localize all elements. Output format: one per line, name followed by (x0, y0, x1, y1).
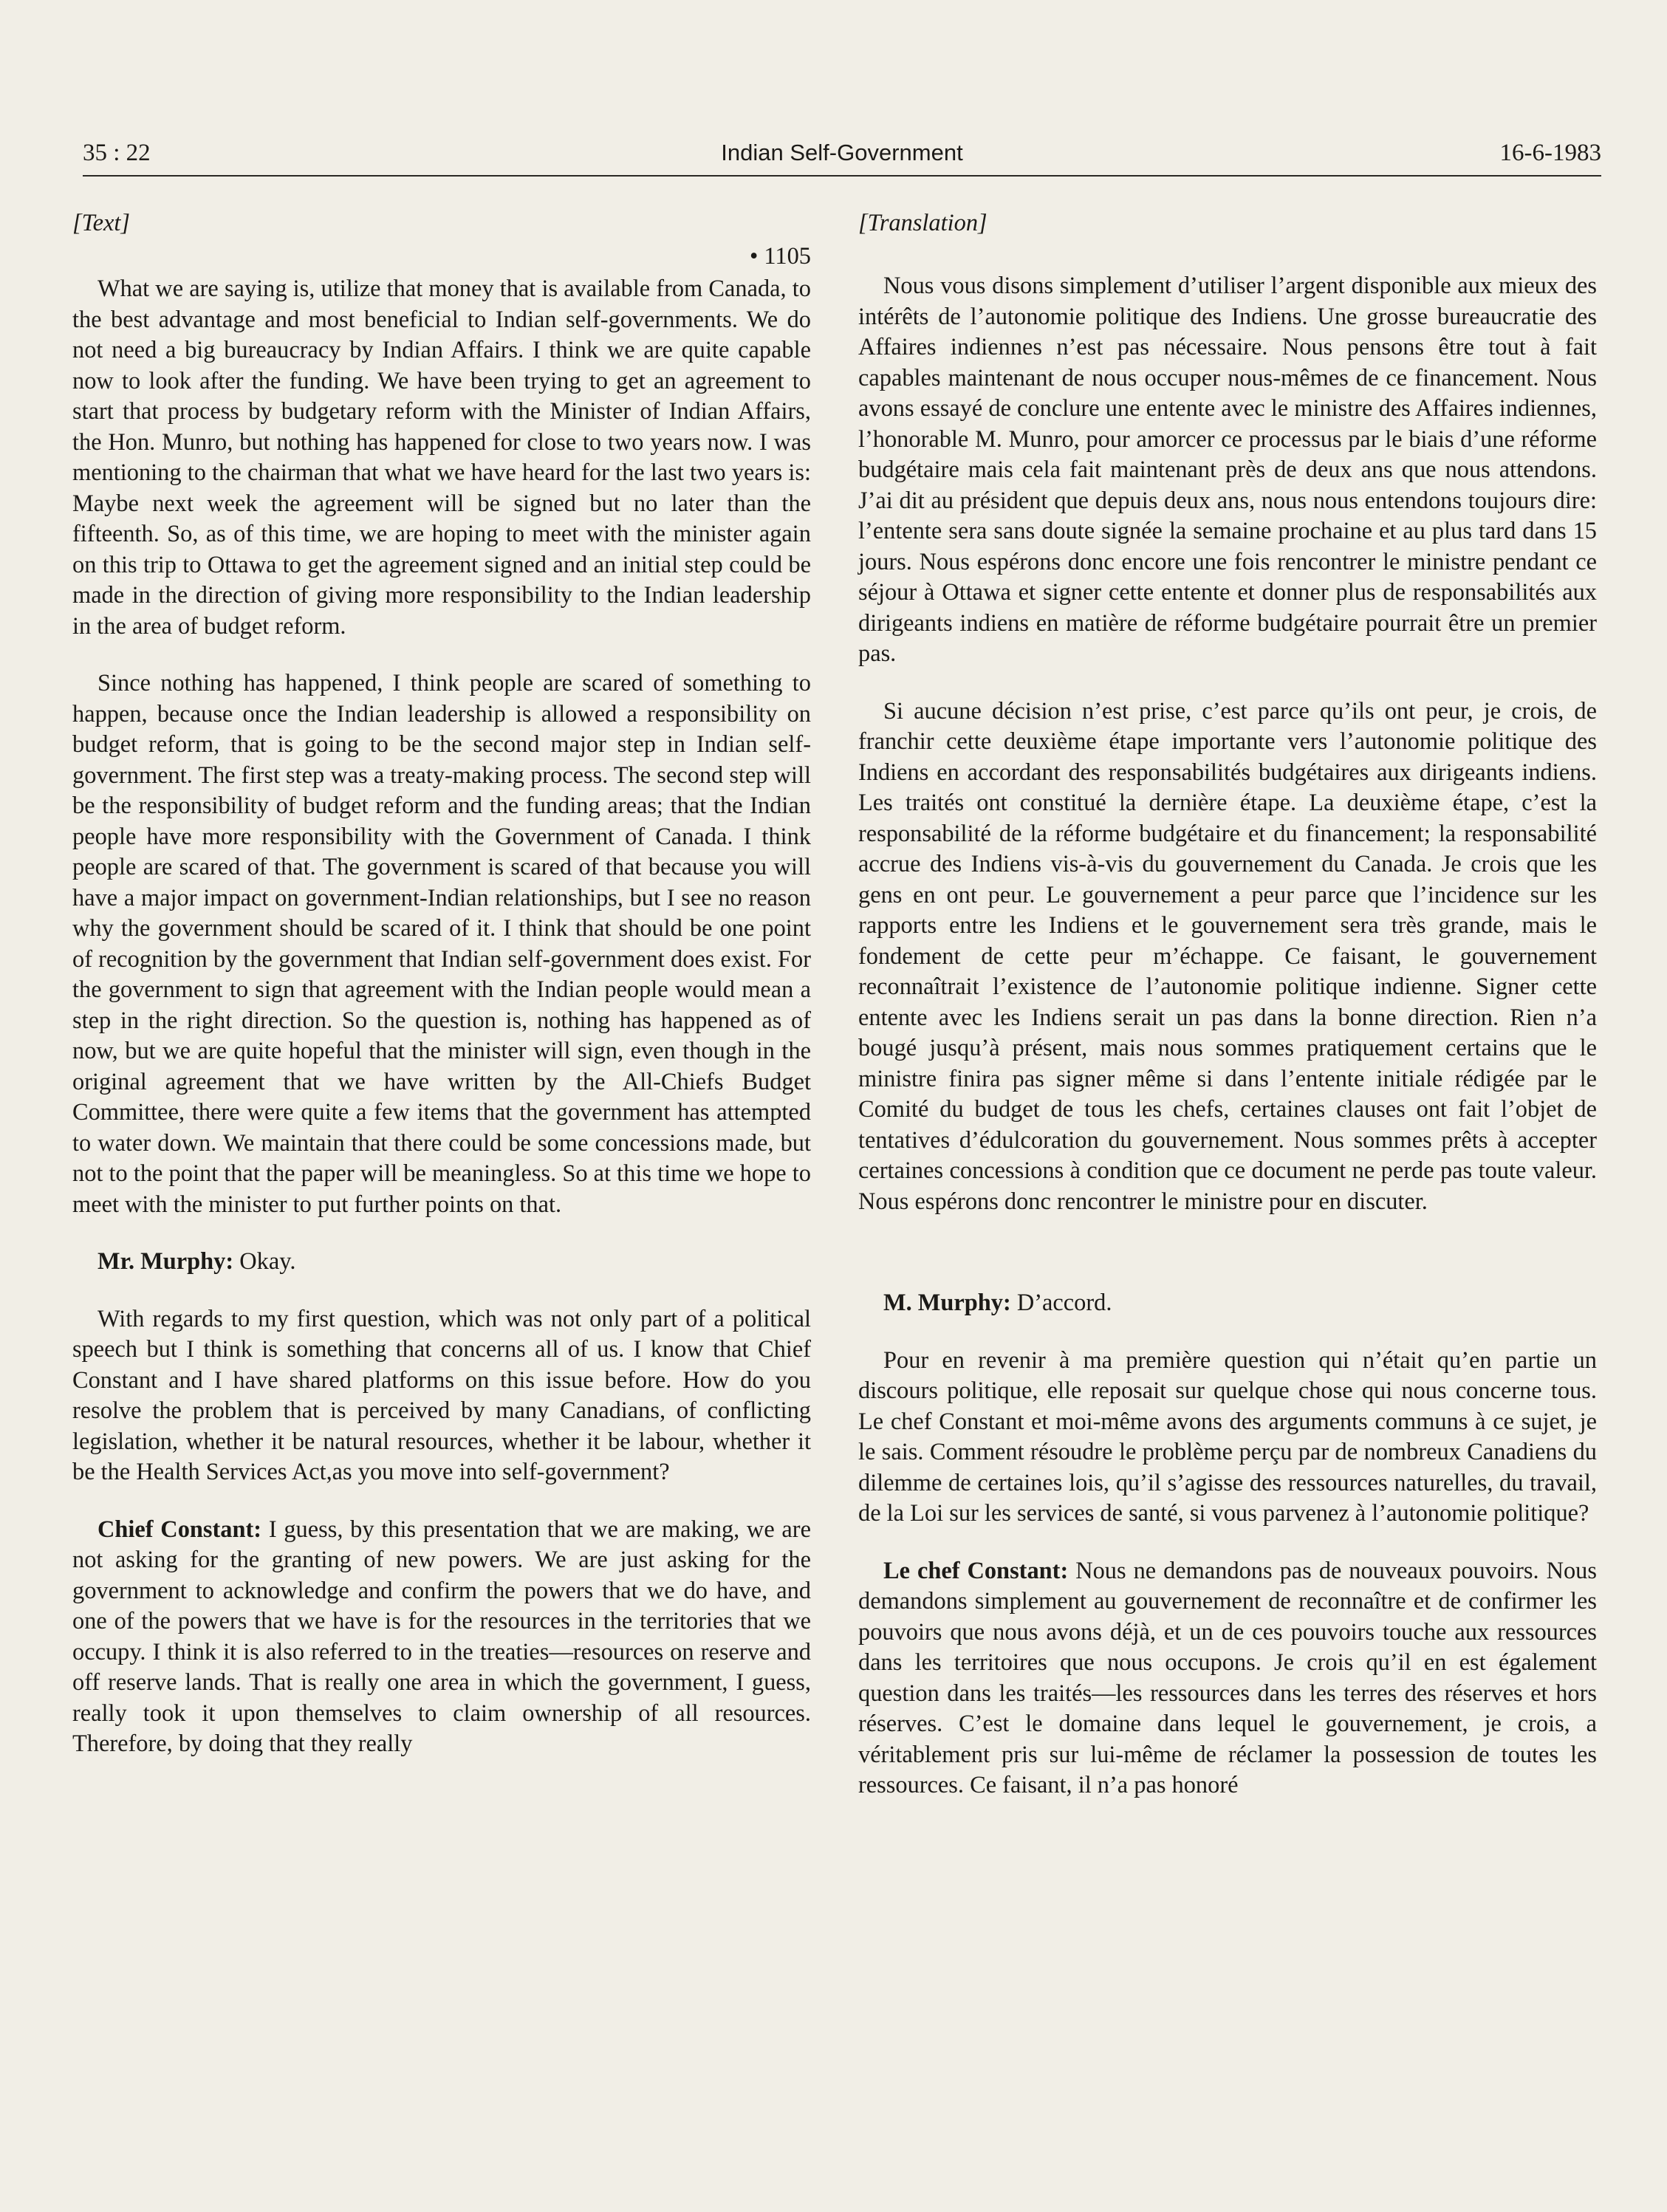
french-column (858, 208, 1597, 1828)
speaker-name: Le chef Constant: (883, 1557, 1069, 1584)
speech-text: Okay. (239, 1248, 296, 1275)
english-column (72, 208, 811, 1787)
translation-label: [Translation] (858, 210, 987, 236)
paragraph: With regards to my first question, which was not only part of a political speech but I think is something that concerns all of us. I know that Chief Constant and I have shared platforms on this issue before. How do you resolve the problem that is perceived by many Canadians, of conflicting legislation, whether it be natural resources, whether it be labour, whether it be the Health Services Act,as you move into self-government? (72, 1305, 811, 1485)
speaker-name: Chief Constant: (97, 1516, 262, 1543)
time-marker: • 1105 (749, 243, 811, 270)
page-header (83, 137, 1601, 177)
speaker-name: M. Murphy: (883, 1290, 1011, 1316)
speaker-turn (858, 1556, 1597, 1801)
page-number: 35 : 22 (83, 140, 151, 166)
running-title: Indian Self-Government (721, 140, 963, 165)
speaker-name: Mr. Murphy: (97, 1248, 234, 1275)
paragraph: What we are saying is, utilize that money that is available from Canada, to the best advantage and most beneficial to Indian self-governments. We do not need a big bureaucracy by Indian Affairs. I think we are quite capable now to look after the funding. We have been trying to get an agreement to start that process by budgetary reform with the Minister of Indian Affairs, the Hon. Munro, but nothing has happened for close to two years now. I was mentioning to the chairman that what we have heard for the last two years is: Maybe next week the agreement will be signed but no later than the fifteenth. So, as of this time, we are hoping to meet with the minister again on this trip to Ottawa to get the agreement signed and an initial step could be made in the direction of giving more responsibility to the Indian leadership in the area of budget reform. (72, 275, 811, 640)
speech-text: Nous ne demandons pas de nouveaux pouvoirs. Nous demandons simplement au gouvernement de reconnaître et de confirmer les pouvoirs que nous avons déjà, et un de ces pouvoirs touche aux ressources dans les territoires que nous occupons. Je crois qu’il en est également question dans les traités—les ressources dans les terres des réserves et hors réserves. C’est le domaine dans lequel le gouvernement, je crois, a véritablement pris sur lui-même de réclamer la possession de toutes les ressources. Ce faisant, il n’a pas honoré (858, 1557, 1597, 1798)
speech-text: D’accord. (1016, 1290, 1112, 1316)
paragraph: Since nothing has happened, I think people are scared of something to happen, because once the Indian leadership is allowed a responsibility on budget reform, that is going to be the second major step in Indian self-government. The first step was a treaty-making process. The second step will be the responsibility of budget reform and the funding areas; that the Indian people have more responsibility with the Government of Canada. I think people are scared of that. The government is scared of that because you will have a major impact on government-Indian relationships, but I see no reason why the government should be scared of it. I think that should be one point of recognition by the government that Indian self-government does exist. For the government to sign that agreement with the Indian people would mean a step in the right direction. So the question is, nothing has happened as of now, but we are quite hopeful that the minister will sign, even though in the original agreement that we have written by the All-Chiefs Budget Committee, there were quite a few items that the government has attempted to water down. We maintain that there could be some concessions made, but not to the point that the paper will be meaningless. So at this time we hope to meet with the minister to put further points on that. (72, 670, 811, 1218)
header-date: 16-6-1983 (1499, 140, 1601, 166)
speaker-turn (858, 1288, 1597, 1319)
paragraph: Nous vous disons simplement d’utiliser l’argent disponible aux mieux des intérêts de l’autonomie politique des Indiens. Une grosse bureaucratie des Affaires indiennes n’est pas nécessaire. Nous pensons être tout à fait capables maintenant de nous occuper nous-mêmes de ce financement. Nous avons essayé de conclure une entente avec le ministre des Affaires indiennes, l’honorable M. Munro, pour amorcer ce processus par le biais d’une réforme budgétaire mais cela fait maintenant près de deux ans que nous attendons. J’ai dit au président que depuis deux ans, nous nous entendons toujours dire: l’entente sera sans doute signée la semaine prochaine et au plus tard dans 15 jours. Nous espérons donc encore une fois rencontrer le ministre pendant ce séjour à Ottawa et signer cette entente et donner plus de responsabilités aux dirigeants indiens en matière de réforme budgétaire pourrait être un premier pas. (858, 273, 1597, 667)
speaker-turn (72, 1515, 811, 1760)
paragraph: Pour en revenir à ma première question qui n’était qu’en partie un discours politique, elle reposait sur quelque chose qui nous concerne tous. Le chef Constant et moi-même avons des arguments communs à ce sujet, je le sais. Comment résoudre le problème perçu par de nombreux Canadiens du dilemme de certaines lois, qu’il s’agisse des ressources naturelles, du travail, de la Loi sur les services de santé, si vous parvenez à l’autonomie politique? (858, 1346, 1597, 1527)
speaker-turn (72, 1247, 811, 1278)
speech-text: I guess, by this presentation that we are making, we are not asking for the granting of new powers. We are just asking for the government to acknowledge and confirm the powers that we do have, and one of the powers that we have is for the resources in the territories that we occupy. I think it is also referred to in the treaties—resources on reserve and off reserve lands. That is really one area in which the government, I guess, really took it upon themselves to claim ownership of all resources. Therefore, by doing that they really (72, 1516, 811, 1757)
paragraph: Si aucune décision n’est prise, c’est parce qu’ils ont peur, je crois, de franchir cette deuxième étape importante vers l’autonomie politique des Indiens en accordant des responsabilités budgétaires aux dirigeants indiens. Les traités ont constitué la dernière étape. La deuxième étape, c’est la responsabilité de la réforme budgétaire et du financement; la responsabilité accrue des Indiens vis-à-vis du gouvernement du Canada. Je crois que les gens en ont peur. Le gouvernement a peur parce que l’incidence sur les rapports entre les Indiens et le gouvernement sera très grande, mais le fondement de cette peur m’échappe. Ce faisant, le gouvernement reconnaîtrait l’existence de l’autonomie politique indienne. Signer cette entente avec les Indiens serait un pas dans la bonne direction. Rien n’a bougé jusqu’à présent, mais nous sommes pratiquement certains que le ministre finira pas signer même si dans l’entente initiale rédigée par le Comité du budget de tous les chefs, certaines clauses ont fait l’objet de tentatives d’édulcoration du gouvernement. Nous sommes prêts à accepter certaines concessions à condition que ce document ne perde pas toute valeur. Nous espérons donc rencontrer le ministre pour en discuter. (858, 697, 1597, 1215)
text-label: [Text] (72, 210, 131, 236)
